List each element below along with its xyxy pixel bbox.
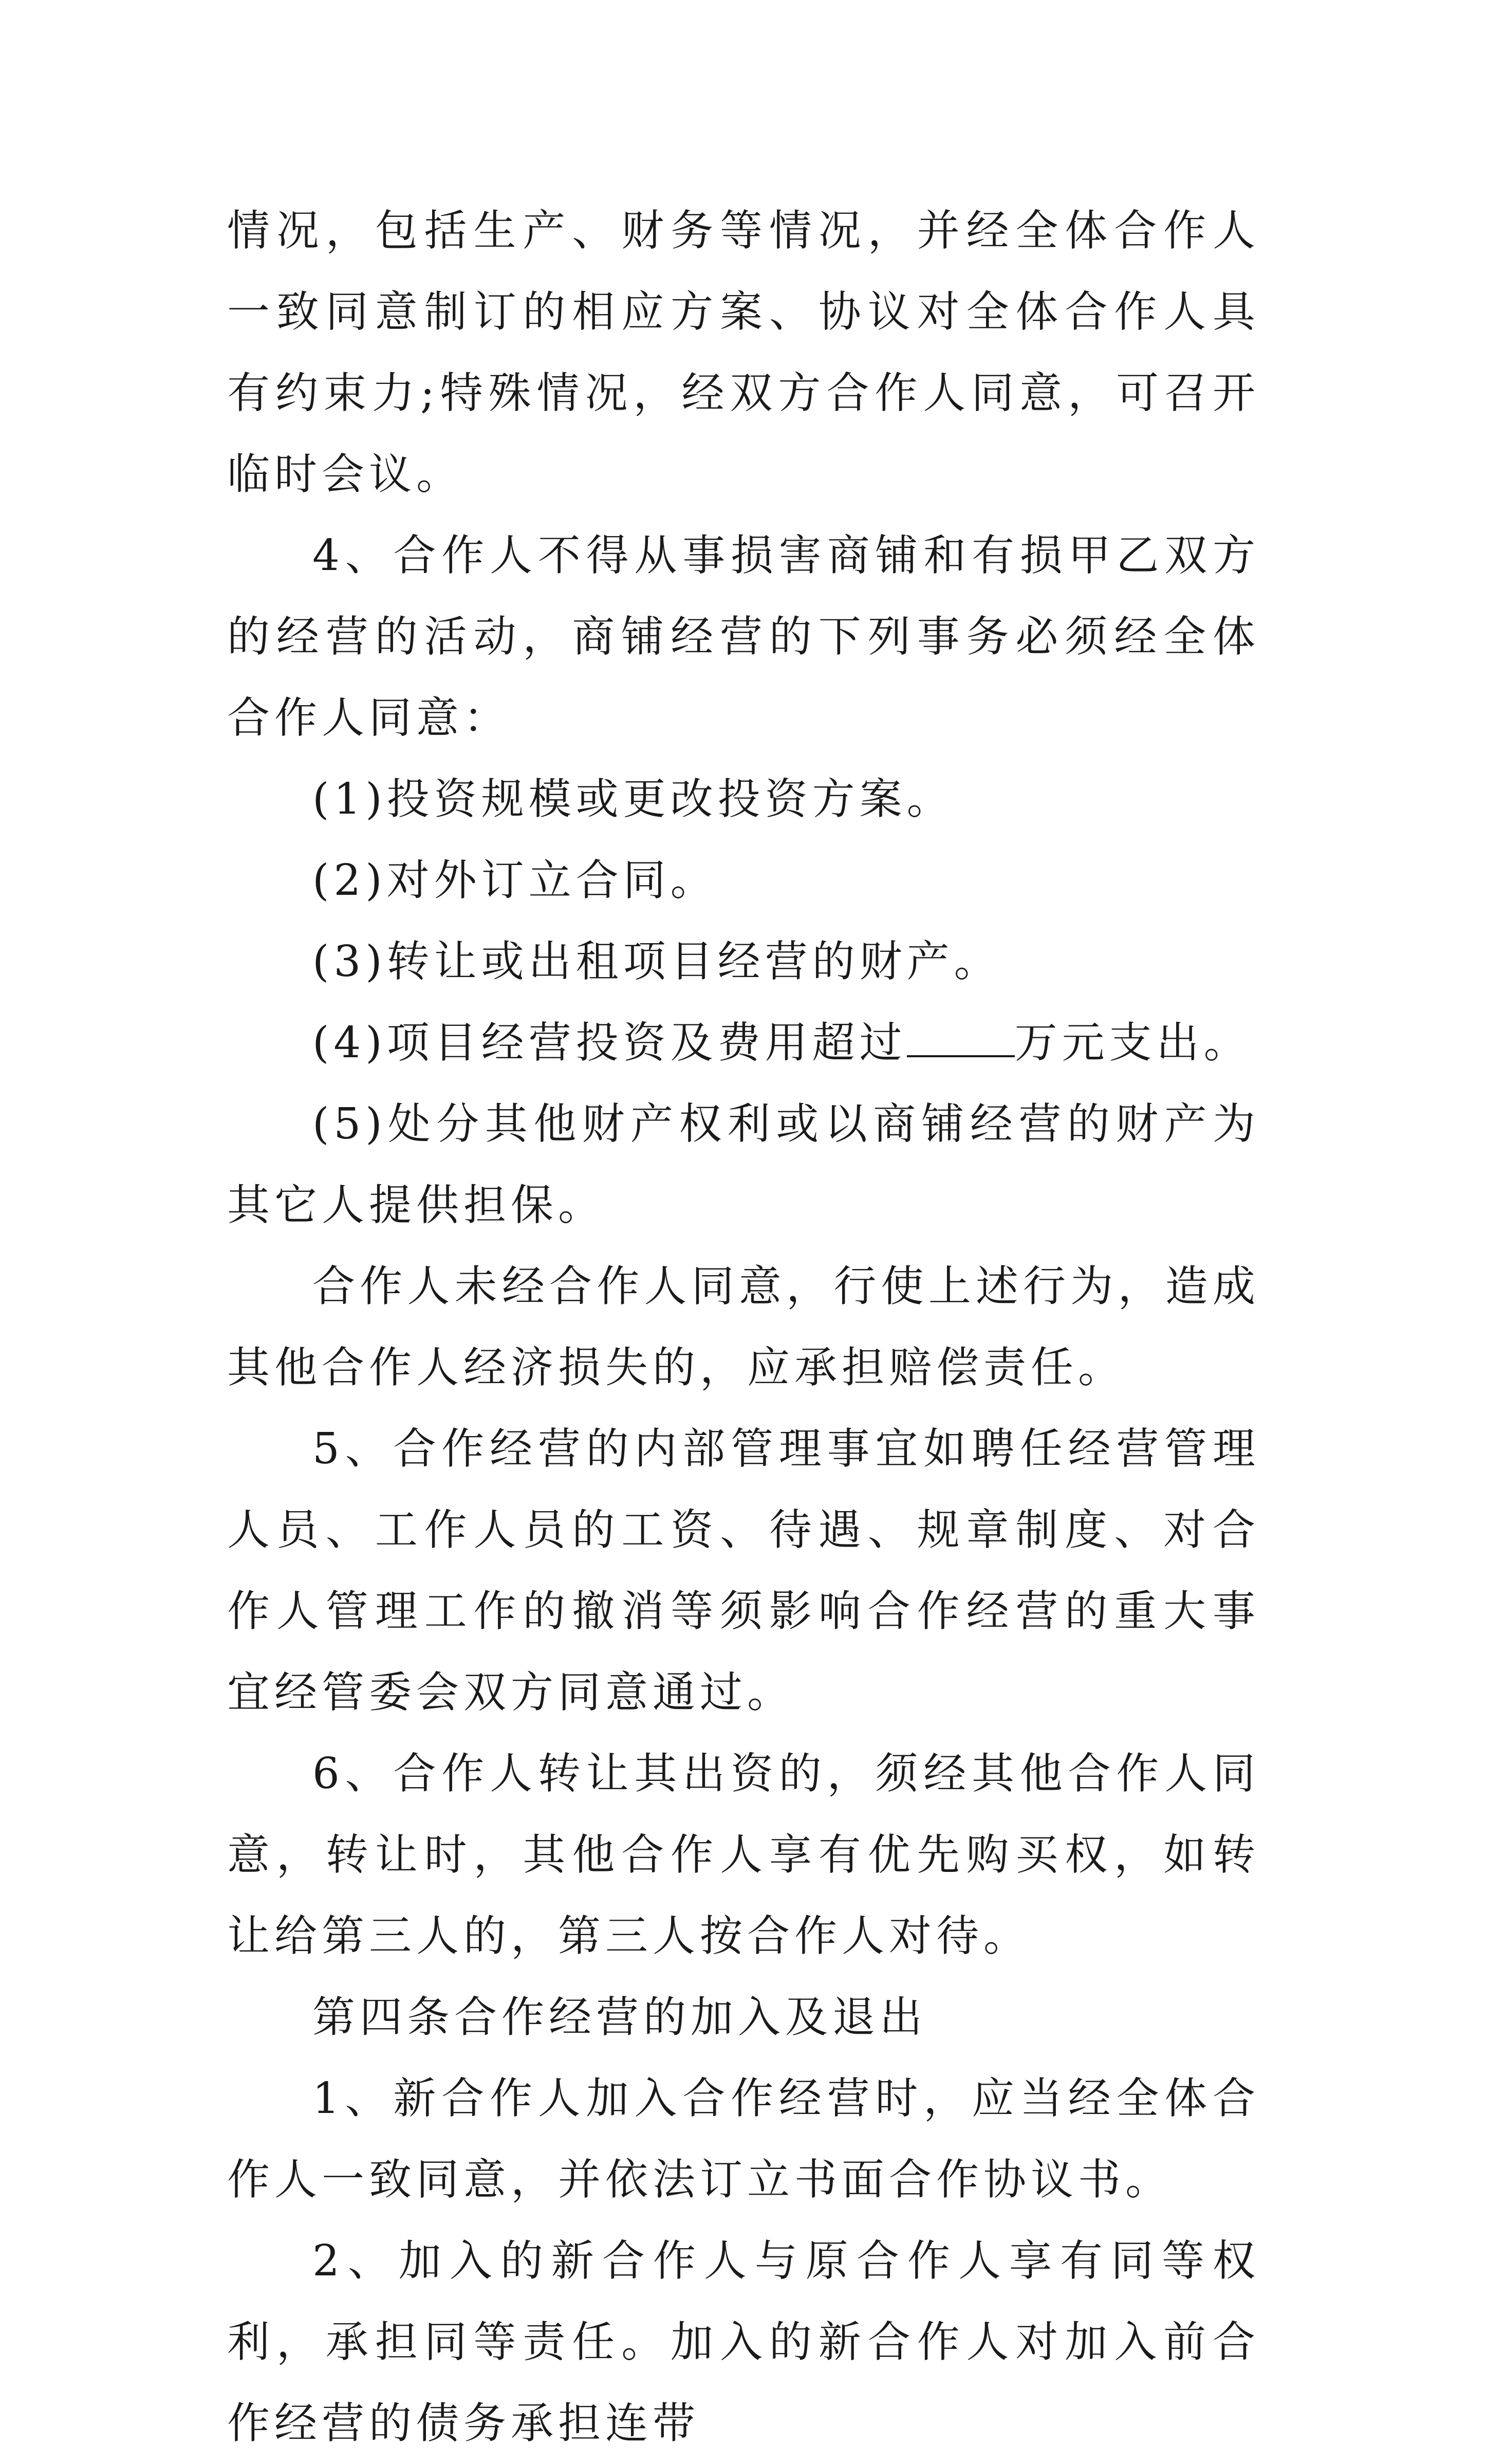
paragraph-item-6: 6、合作人转让其出资的，须经其他合作人同意，转让时，其他合作人享有优先购买权，如转让给第三人的，第三人按合作人对待。 <box>227 1749 1260 1961</box>
paragraph-item-4-1: (1)投资规模或更改投资方案。 <box>312 774 954 824</box>
fill-in-blank <box>907 1023 1015 1057</box>
paragraph-item-4-3: (3)转让或出租项目经营的财产。 <box>312 936 1001 986</box>
paragraph-item-4: 4、合作人不得从事损害商铺和有损甲乙双方的经营的活动，商铺经营的下列事务必须经全体合作人同意： <box>227 530 1260 743</box>
paragraph-continued: 情况，包括生产、财务等情况，并经全体合作人一致同意制订的相应方案、协议对全体合作人具有约束力;特殊情况，经双方合作人同意，可召开临时会议。 <box>227 206 1260 499</box>
paragraph-item-4-4 <box>227 1002 1260 1083</box>
paragraph-item-4-2: (2)对外订立合同。 <box>312 855 718 905</box>
paragraph-item-4-note: 合作人未经合作人同意，行使上述行为，造成其他合作人经济损失的，应承担赔偿责任。 <box>227 1261 1260 1392</box>
paragraph-article-4-item-2: 2、加入的新合作人与原合作人享有同等权利，承担同等责任。加入的新合作人对加入前合作经营的债务承担连带 <box>227 2236 1260 2448</box>
document-body <box>227 190 1260 2464</box>
paragraph-item-4-4-after: 万元支出。 <box>1014 1018 1251 1068</box>
paragraph-item-4-4-before: (4)项目经营投资及费用超过 <box>312 1018 907 1068</box>
paragraph-item-4-5: (5)处分其他财产权利或以商铺经营的财产为其它人提供担保。 <box>227 1099 1260 1230</box>
paragraph-item-5: 5、合作经营的内部管理事宜如聘任经营管理人员、工作人员的工资、待遇、规章制度、对合作人管理工作的撤消等须影响合作经营的重大事宜经管委会双方同意通过。 <box>227 1424 1260 1717</box>
paragraph-article-4-item-1: 1、新合作人加入合作经营时，应当经全体合作人一致同意，并依法订立书面合作协议书。 <box>227 2073 1260 2204</box>
section-heading-article-4: 第四条合作经营的加入及退出 <box>312 1992 927 2042</box>
